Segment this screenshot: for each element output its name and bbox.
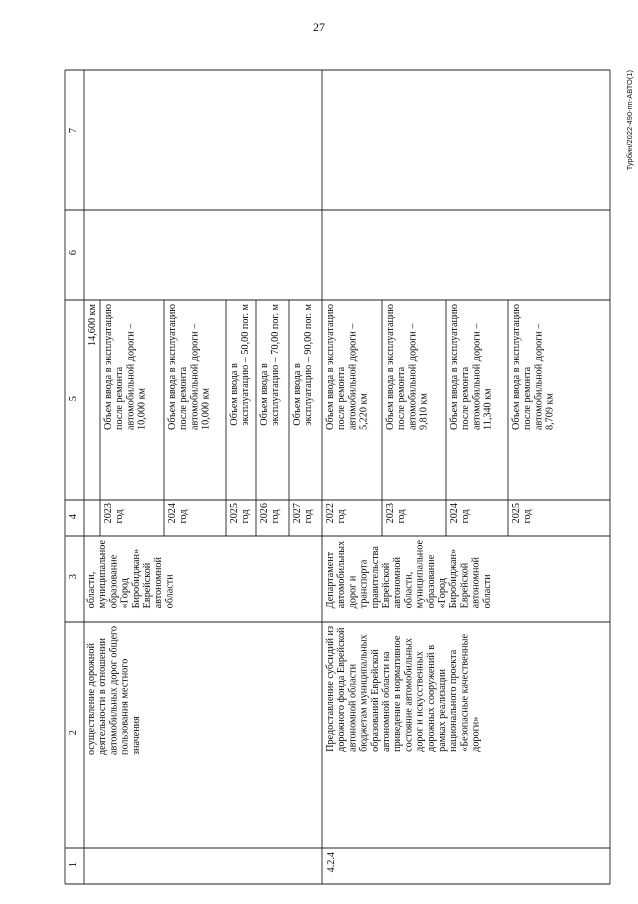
row-424-value-2023: Объем ввода в эксплуатацию после ремонта автомобильной дороги – 9,810 км (385, 304, 430, 430)
cont-value-2026: Объем ввода в эксплуатацию – 70,00 пог. м (259, 304, 282, 426)
cont-year-2024: 2024 год (167, 503, 190, 524)
header-col6: 6 (68, 250, 79, 256)
cont-value-2024: Объем ввода в эксплуатацию после ремонта автомобильной дороги – 10,000 км (167, 304, 212, 430)
row-424-year-2022: 2022 год (325, 503, 348, 524)
header-col1: 1 (68, 862, 79, 868)
cont-value-2027: Объем ввода в эксплуатацию – 90,00 пог. м (292, 304, 315, 426)
header-col5: 5 (68, 396, 79, 402)
row-424-activity-text: Предоставление субсидий из дорожного фонда Еврейской автономной области бюджетам муниципальных образований Еврейской автономной области на приведение в нормативное состояние автомобильных дорог и искусственных дорожных сооружений в рамках реализации национального проекта «Безопасные качественные дороги» (325, 626, 482, 752)
cont-year-2027: 2027 год (292, 503, 315, 524)
row-424-value-2022: Объем ввода в эксплуатацию после ремонта автомобильной дороги – 5,220 км (325, 304, 370, 430)
row-424-year-2024: 2024 год (449, 503, 472, 524)
row-424-year-2023: 2023 год (385, 503, 408, 524)
row-424-value-2025: Объем ввода в эксплуатацию после ремонта автомобильной дороги – 8,709 км (511, 304, 556, 430)
cont-year-2026: 2026 год (259, 503, 282, 524)
cont-first-value: 14,600 км (87, 304, 98, 346)
header-col7: 7 (68, 128, 79, 134)
cont-value-2025: Объем ввода в эксплуатацию – 50,00 пог. м (229, 304, 252, 426)
page-number: 27 (313, 20, 325, 34)
cont-activity-text: осуществление дорожной деятельности в отношении автомобильных дорог общего пользования местного значения (86, 626, 142, 755)
header-col2: 2 (68, 730, 79, 736)
header-col4: 4 (68, 514, 79, 520)
row-424-executor-text: Департамент автомобильных дорог и транспорта правительства Еврейской автономной области, муниципальное образование «Город Биробиджан» Еврейской автономной области (325, 540, 493, 609)
row-424-year-2025: 2025 год (511, 503, 534, 524)
cont-executor-text: области, муниципальное образование «Город Биробиджан» Еврейской автономной области (86, 540, 176, 609)
row-424-value-2024: Объем ввода в эксплуатацию после ремонта автомобильной дороги – 11,340 км (449, 304, 494, 430)
header-col3: 3 (68, 574, 79, 580)
cont-year-2023: 2023 год (103, 503, 126, 524)
row-424-number: 4.2.4 (326, 852, 337, 873)
cont-value-2023: Объем ввода в эксплуатацию после ремонта автомобильной дороги – 10,000 км (103, 304, 148, 430)
cont-year-2025: 2025 год (229, 503, 252, 524)
document-code: Турбин/2022-490-пп-АВТО(1) (625, 70, 634, 171)
